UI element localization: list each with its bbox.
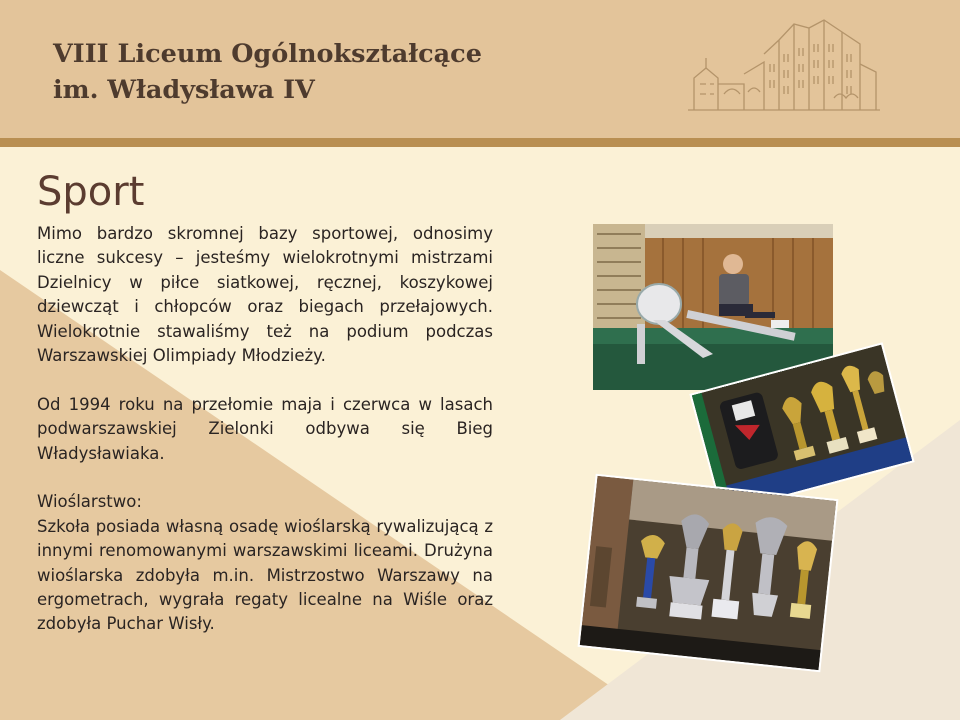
header-divider (0, 138, 960, 147)
paragraph-run: Od 1994 roku na przełomie maja i czerwca w lasach podwarszawskiej Zielonki odbywa się Bieg Władysławiaka. (37, 394, 493, 463)
body-text (37, 222, 493, 637)
trophy-cabinet-photo (580, 476, 836, 670)
paragraph-achievements: Mimo bardzo skromnej bazy sportowej, odnosimy liczne sukcesy – jesteśmy wielokrotnymi mistrzami Dzielnicy w piłce siatkowej, ręcznej, koszykowej dziewcząt i chłopców oraz biegach przełajowych. Wielokrotnie stawaliśmy też na podium podczas Warszawskiej Olimpiady Młodzieży. (37, 224, 493, 366)
rowing-ergometer-photo (593, 224, 833, 390)
paragraph-rowing: Szkoła posiada własną osadę wioślarską rywalizującą z innymi renomowanymi warszawskimi liceami. Drużyna wioślarska zdobyła m.in. Mistrzostwo Warszawy na ergometrach, wygrała regaty licealne na Wiśle oraz zdobyła Puchar Wisły. (37, 516, 493, 634)
school-name: VIII Liceum Ogólnokształcące im. Władysława IV (53, 39, 482, 105)
page-title: Sport (37, 169, 145, 215)
paragraph-rowing-heading: Wioślarstwo: (37, 492, 142, 512)
school-building-sketch-icon (684, 14, 884, 120)
